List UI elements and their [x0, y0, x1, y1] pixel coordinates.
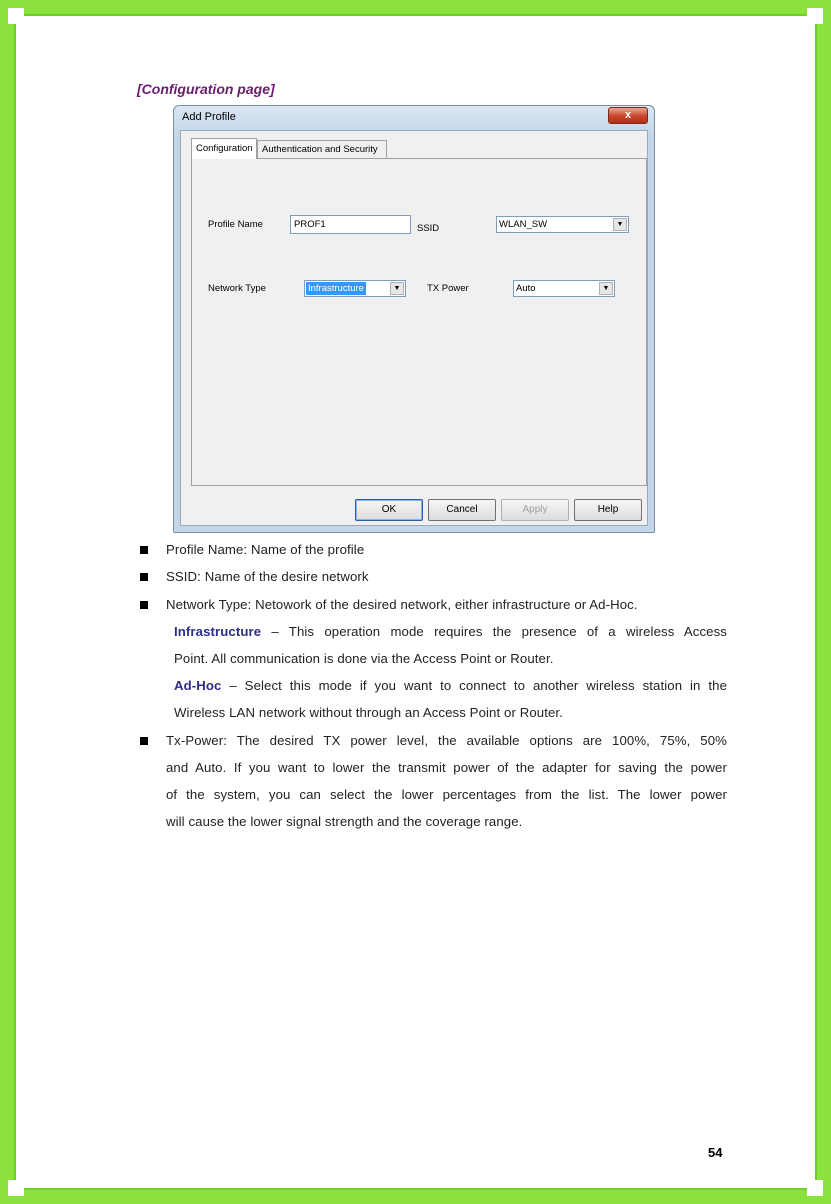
- infrastructure-term: Infrastructure: [174, 624, 262, 639]
- configuration-panel: [191, 158, 647, 486]
- bullet-ssid: SSID: Name of the desire network: [166, 569, 369, 584]
- adhoc-term: Ad-Hoc: [174, 678, 222, 693]
- tab-configuration[interactable]: Configuration: [191, 138, 257, 159]
- ssid-dropdown[interactable]: [496, 216, 629, 233]
- dialog-title: Add Profile: [182, 111, 236, 123]
- tx-power-description-cont: will cause the lower signal strength and the coverage range.: [166, 814, 523, 829]
- network-type-value: Infrastructure: [308, 283, 364, 294]
- infrastructure-description-cont: Point. All communication is done via the Access Point or Router.: [174, 651, 554, 666]
- page-border-corner: [2, 2, 24, 24]
- network-type-label: Network Type: [208, 283, 266, 294]
- bullet-marker: [140, 601, 148, 609]
- bullet-network-type: Network Type: Netowork of the desired network, either infrastructure or Ad-Hoc.: [166, 597, 638, 612]
- tx-power-description-cont: of the system, you can select the lower percentages from the list. The lower power: [166, 787, 727, 802]
- infrastructure-text: – This operation mode requires the presence of a wireless Access: [261, 624, 727, 639]
- profile-name-label: Profile Name: [208, 219, 263, 230]
- adhoc-description: [174, 678, 727, 693]
- tx-power-value: Auto: [516, 283, 536, 294]
- ssid-label: SSID: [417, 223, 440, 234]
- page-number: 54: [708, 1145, 723, 1160]
- ssid-value: WLAN_SW: [499, 219, 548, 230]
- close-icon: x: [624, 109, 632, 121]
- close-button[interactable]: [608, 107, 648, 124]
- page-border-corner: [807, 1180, 829, 1202]
- cancel-button[interactable]: Cancel: [428, 499, 496, 521]
- help-button[interactable]: Help: [574, 499, 642, 521]
- bullet-marker: [140, 573, 148, 581]
- tab-authentication-security[interactable]: Authentication and Security: [257, 140, 387, 158]
- chevron-down-icon[interactable]: ▼: [599, 282, 613, 295]
- bullet-marker: [140, 737, 148, 745]
- add-profile-dialog: [173, 105, 655, 533]
- network-type-dropdown[interactable]: [304, 280, 406, 297]
- page-border-corner: [807, 2, 829, 24]
- tx-power-description-cont: and Auto. If you want to lower the transmit power of the adapter for saving the power: [166, 760, 727, 775]
- bullet-tx-power: Tx-Power: The desired TX power level, the available options are 100%, 75%, 50%: [166, 733, 727, 748]
- tx-power-dropdown[interactable]: [513, 280, 615, 297]
- chevron-down-icon[interactable]: ▼: [613, 218, 627, 231]
- section-heading: [Configuration page]: [137, 81, 275, 97]
- bullet-marker: [140, 546, 148, 554]
- infrastructure-description: [174, 624, 727, 639]
- adhoc-text: – Select this mode if you want to connect to another wireless station in the: [221, 678, 727, 693]
- chevron-down-icon[interactable]: ▼: [390, 282, 404, 295]
- page-border-corner: [2, 1180, 24, 1202]
- apply-button[interactable]: Apply: [501, 499, 569, 521]
- bullet-profile-name: Profile Name: Name of the profile: [166, 542, 365, 557]
- tx-power-label: TX Power: [427, 283, 469, 294]
- ok-button[interactable]: OK: [355, 499, 423, 521]
- adhoc-description-cont: Wireless LAN network without through an Access Point or Router.: [174, 705, 563, 720]
- profile-name-input[interactable]: PROF1: [290, 215, 411, 234]
- dialog-client-area: [180, 130, 648, 526]
